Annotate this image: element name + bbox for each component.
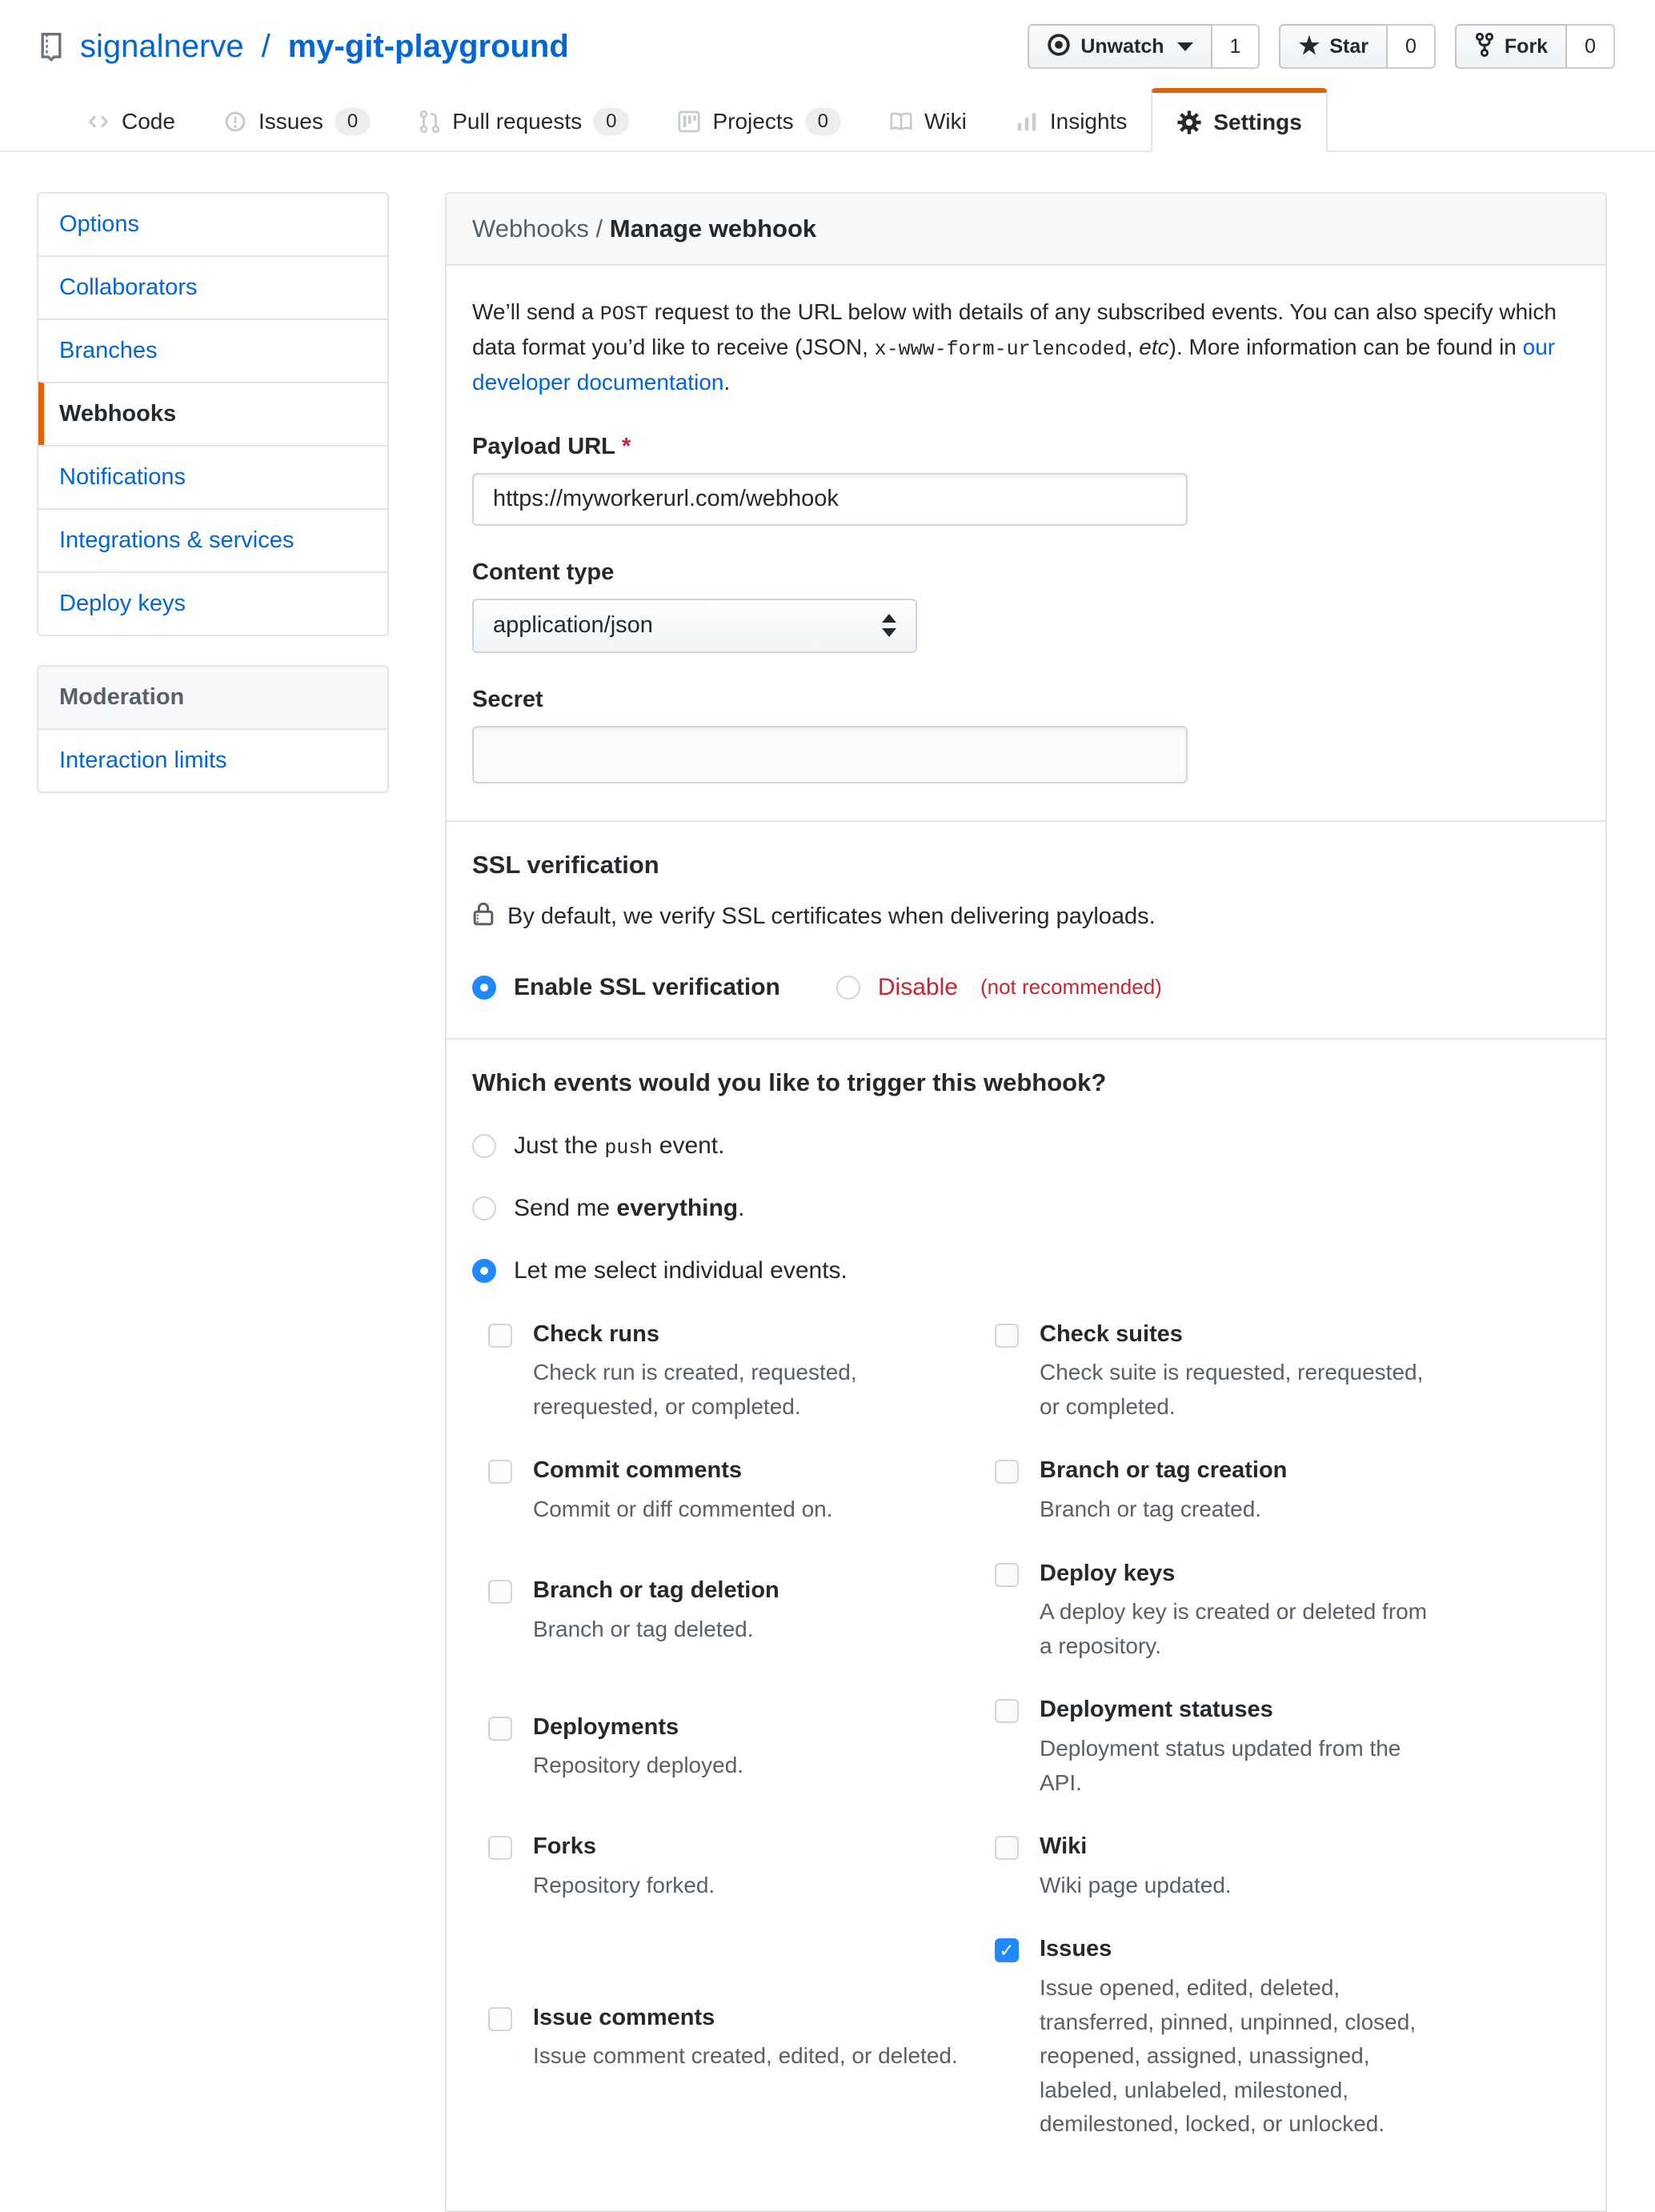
event-desc: Issue opened, edited, deleted, transferred, pinned, unpinned, closed, reopened, assigned, unassigned, labeled, unlabeled, milestoned, demilestoned, locked, or unlocked. <box>1040 1975 1417 2137</box>
deploy-keys-checkbox[interactable] <box>995 1563 1019 1587</box>
payload-url-input[interactable] <box>472 473 1188 526</box>
event-title: Forks <box>533 1833 596 1860</box>
developer-documentation-link[interactable]: our developer documentation <box>472 335 1556 395</box>
check-suites-checkbox[interactable] <box>995 1324 1019 1348</box>
ssl-options <box>472 974 1580 1001</box>
events-section <box>447 1038 1605 2210</box>
event-checkbox-grid <box>488 1320 1580 2142</box>
sidebar-item-deploy-keys[interactable]: Deploy keys <box>38 571 387 635</box>
repo-header <box>0 0 1655 88</box>
tab-settings-label: Settings <box>1213 110 1302 134</box>
star-label: Star <box>1329 34 1368 58</box>
forks-count[interactable]: 0 <box>1567 24 1615 69</box>
ssl-enable-radio[interactable] <box>472 976 496 1000</box>
event-item-check-suites <box>995 1320 1580 1425</box>
lock-icon <box>472 900 495 934</box>
tab-code-label: Code <box>122 109 175 134</box>
ssl-enable-label: Enable SSL verification <box>514 973 780 1000</box>
projects-count-badge: 0 <box>805 108 841 135</box>
watchers-count[interactable]: 1 <box>1212 24 1260 69</box>
ssl-disable-label: Disable <box>877 973 958 1000</box>
issues-count-badge: 0 <box>335 108 371 135</box>
tab-settings[interactable] <box>1151 88 1327 152</box>
event-option-push[interactable] <box>472 1132 1580 1160</box>
gear-icon <box>1176 110 1202 135</box>
branch-tag-deletion-checkbox[interactable] <box>488 1580 512 1604</box>
commit-comments-checkbox[interactable] <box>488 1460 512 1484</box>
event-row <box>488 1934 1580 2141</box>
select-updown-icon <box>882 614 896 637</box>
secret-input[interactable] <box>472 726 1188 783</box>
event-title: Branch or tag creation <box>1040 1457 1288 1484</box>
content-type-label: Content type <box>472 559 615 585</box>
fork-label: Fork <box>1504 34 1549 58</box>
unwatch-label: Unwatch <box>1080 34 1164 58</box>
repo-owner-link[interactable]: signalnerve <box>80 28 244 64</box>
event-option-everything[interactable] <box>472 1195 1580 1222</box>
issues-checkbox[interactable] <box>995 1938 1019 1962</box>
urlencoded-code: x-www-form-urlencoded <box>874 338 1127 361</box>
webhook-form-section <box>447 266 1605 820</box>
tab-insights[interactable] <box>991 93 1152 150</box>
ssl-verification-section <box>447 820 1605 1038</box>
secret-group <box>472 687 1580 783</box>
check-icon: ✓ <box>999 1939 1015 1961</box>
event-title: Wiki <box>1040 1833 1088 1860</box>
everything-option-label: Send me everything. <box>514 1194 745 1221</box>
sidebar-item-collaborators[interactable]: Collaborators <box>38 255 387 319</box>
star-group <box>1279 24 1435 69</box>
event-desc: Branch or tag deleted. <box>533 1616 754 1641</box>
event-title: Deploy keys <box>1040 1560 1176 1586</box>
breadcrumb-page-title: Manage webhook <box>609 214 817 242</box>
push-radio[interactable] <box>472 1134 496 1158</box>
manage-webhook-panel <box>445 192 1607 2212</box>
event-desc: Check run is created, requested, rerequested, or completed. <box>533 1360 857 1419</box>
tab-pull-requests-label: Pull requests <box>452 109 583 134</box>
deployment-statuses-checkbox[interactable] <box>995 1699 1019 1723</box>
events-heading: Which events would you like to trigger this webhook? <box>472 1068 1107 1096</box>
post-code: POST <box>599 303 648 326</box>
wiki-checkbox[interactable] <box>995 1836 1019 1860</box>
ssl-disable-option[interactable] <box>836 974 1162 1001</box>
event-desc: Wiki page updated. <box>1040 1872 1232 1897</box>
event-title: Issue comments <box>533 2004 715 2030</box>
event-desc: A deploy key is created or deleted from a repository. <box>1040 1599 1428 1658</box>
webhook-intro-text: We’ll send a POST request to the URL below with details of any subscribed events. You can also specify which data format you’d like to receive (JSON, x-www-form-urlencoded, etc). More information can be found in our developer documentation. <box>472 299 1557 395</box>
repo-book-icon <box>37 30 66 62</box>
caret-down-icon <box>1177 42 1193 51</box>
event-desc: Commit or diff commented on. <box>533 1497 833 1522</box>
event-row <box>488 1695 1580 1800</box>
event-item-check-runs <box>488 1320 995 1425</box>
event-desc: Repository forked. <box>533 1872 715 1897</box>
ssl-note <box>472 900 1580 934</box>
tab-issues[interactable] <box>199 93 395 150</box>
fork-button[interactable] <box>1455 24 1567 69</box>
event-row <box>488 1320 1580 1425</box>
ssl-disable-radio[interactable] <box>836 976 860 1000</box>
event-title: Deployment statuses <box>1040 1697 1273 1723</box>
breadcrumb-webhooks-link[interactable]: Webhooks <box>472 214 589 242</box>
project-icon <box>677 110 701 134</box>
tab-projects[interactable] <box>653 93 865 150</box>
forks-checkbox[interactable] <box>488 1836 512 1860</box>
event-row <box>488 1832 1580 1902</box>
event-item-forks <box>488 1832 995 1902</box>
unwatch-button[interactable] <box>1028 24 1212 69</box>
event-desc: Branch or tag created. <box>1040 1497 1262 1522</box>
moderation-header: Moderation <box>38 667 387 728</box>
tab-projects-label: Projects <box>712 109 794 134</box>
event-title: Deployments <box>533 1713 679 1740</box>
tab-code[interactable] <box>62 93 199 150</box>
settings-menu <box>37 192 389 636</box>
event-item-branch-tag-deletion <box>488 1576 995 1646</box>
tab-wiki-label: Wiki <box>924 109 967 134</box>
event-desc: Repository deployed. <box>533 1753 744 1778</box>
ssl-heading: SSL verification <box>472 850 659 879</box>
event-item-deployment-statuses <box>995 1695 1580 1800</box>
event-item-branch-tag-creation <box>995 1456 1580 1526</box>
sidebar-item-webhooks[interactable]: Webhooks <box>38 382 387 445</box>
sidebar-item-options[interactable]: Options <box>59 211 139 237</box>
tab-wiki[interactable] <box>865 93 991 150</box>
issue-comments-checkbox[interactable] <box>488 2007 512 2031</box>
event-desc: Deployment status updated from the API. <box>1040 1736 1401 1795</box>
stars-count[interactable]: 0 <box>1388 24 1436 69</box>
individual-radio[interactable] <box>472 1259 496 1283</box>
graph-icon <box>1015 110 1039 134</box>
ssl-disable-note: (not recommended) <box>980 975 1162 1000</box>
repo-name-link[interactable]: my-git-playground <box>287 28 569 64</box>
branch-tag-creation-checkbox[interactable] <box>995 1460 1019 1484</box>
event-title: Check suites <box>1040 1320 1183 1347</box>
repo-title-separator: / <box>261 28 270 64</box>
sidebar-item-interaction-limits[interactable]: Interaction limits <box>38 728 387 791</box>
moderation-menu <box>37 665 389 793</box>
breadcrumb <box>447 194 1605 266</box>
event-row <box>488 1559 1580 1664</box>
wiki-book-icon <box>889 110 913 134</box>
event-item-issues <box>995 1934 1580 2141</box>
payload-url-label: Payload URL * <box>472 433 631 459</box>
repo-nav <box>0 88 1655 152</box>
event-desc: Check suite is requested, rerequested, or completed. <box>1040 1360 1424 1419</box>
fork-group <box>1455 24 1615 69</box>
repo-social-actions <box>1028 24 1615 69</box>
event-item-deploy-keys <box>995 1559 1580 1664</box>
code-icon <box>86 110 110 134</box>
star-button[interactable] <box>1279 24 1388 69</box>
content-type-selected-value: application/json <box>493 612 653 639</box>
watch-group <box>1028 24 1260 69</box>
settings-content <box>0 152 1655 2212</box>
required-asterisk: * <box>621 433 631 459</box>
pull-requests-count-badge: 0 <box>593 108 629 135</box>
fork-icon <box>1474 32 1495 62</box>
event-item-issue-comments <box>488 2003 995 2074</box>
issue-icon <box>223 110 247 134</box>
everything-radio[interactable] <box>472 1196 496 1220</box>
event-desc: Issue comment created, edited, or deleted. <box>533 2043 958 2069</box>
pull-request-icon <box>419 110 441 134</box>
ssl-note-text: By default, we verify SSL certificates when delivering payloads. <box>507 904 1156 930</box>
ssl-enable-option[interactable] <box>472 974 780 1001</box>
repo-title <box>37 29 569 65</box>
check-runs-checkbox[interactable] <box>488 1324 512 1348</box>
sidebar-item-branches[interactable]: Branches <box>38 319 387 382</box>
tab-insights-label: Insights <box>1049 109 1128 134</box>
event-item-deployments <box>488 1713 995 1783</box>
event-item-commit-comments <box>488 1456 995 1526</box>
tab-issues-label: Issues <box>258 109 323 134</box>
event-title: Check runs <box>533 1320 659 1347</box>
eye-icon <box>1047 33 1071 61</box>
event-title: Branch or tag deletion <box>533 1577 779 1603</box>
sidebar-item-integrations[interactable]: Integrations & services <box>38 508 387 571</box>
event-row <box>488 1456 1580 1526</box>
deployments-checkbox[interactable] <box>488 1717 512 1741</box>
content-type-group <box>472 559 1580 653</box>
event-title: Issues <box>1040 1936 1112 1962</box>
individual-option-label: Let me select individual events. <box>514 1256 848 1284</box>
settings-sidebar <box>37 192 389 793</box>
event-title: Commit comments <box>533 1457 743 1484</box>
event-option-individual[interactable] <box>472 1257 1580 1284</box>
push-option-label: Just the push event. <box>514 1132 725 1160</box>
content-type-select[interactable] <box>472 599 917 653</box>
secret-label: Secret <box>472 686 543 712</box>
breadcrumb-separator: / <box>588 214 610 242</box>
tab-pull-requests[interactable] <box>395 93 653 150</box>
sidebar-item-notifications[interactable]: Notifications <box>38 445 387 508</box>
star-icon: ★ <box>1298 33 1320 59</box>
event-item-wiki <box>995 1832 1580 1902</box>
payload-url-group <box>472 434 1580 526</box>
